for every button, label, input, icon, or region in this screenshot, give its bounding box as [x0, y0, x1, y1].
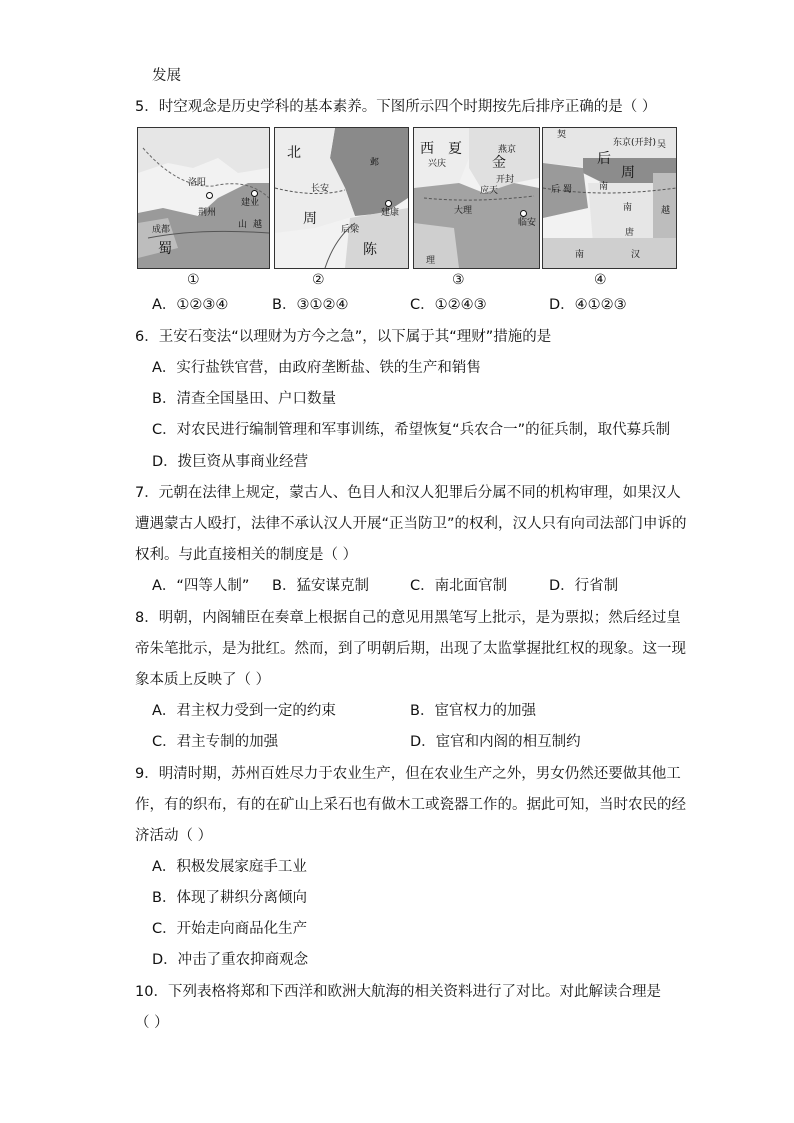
map1-shan: 山: [238, 220, 248, 230]
map1-jianye: 建业: [241, 198, 260, 208]
map1-luoyang: 洛阳: [188, 178, 207, 188]
map1-yue: 越: [253, 220, 263, 230]
map4-qi: 契: [557, 130, 567, 140]
map-1: [137, 127, 270, 269]
map-4-number: ④: [594, 272, 607, 288]
q9-stem-line-1: 9．明清时期，苏州百姓尽力于农业生产，但在农业生产之外，男女仍然还要做其他工: [135, 766, 681, 782]
map1-jianye-dot: [251, 190, 258, 197]
q10-stem-line-2: （ ）: [135, 1015, 169, 1031]
map4-nan2: 南: [623, 203, 633, 213]
map3-li: 理: [426, 256, 436, 266]
map3-xia: 夏: [448, 141, 462, 157]
map1-shu: 蜀: [158, 241, 172, 257]
q9-stem-line-3: 济活动（ ）: [135, 828, 213, 844]
q6-option-c: C．对农民进行编制管理和军事训练，希望恢复“兵农合一”的征兵制，取代募兵制: [152, 422, 671, 438]
map2-changan: 长安: [311, 184, 330, 194]
continuation-text: 发展: [152, 68, 181, 84]
q7-stem-line-2: 遭遇蒙古人殴打，法律不承认汉人开展“正当防卫”的权利，汉人只有向司法部门申诉的: [135, 516, 687, 532]
map2-chen: 陈: [363, 242, 377, 258]
q8-stem-line-3: 象本质上反映了（ ）: [135, 672, 271, 688]
map3-xi: 西: [420, 141, 434, 157]
q5-option-c: C．①②④③: [410, 297, 487, 313]
q9-option-a: A．积极发展家庭手工业: [152, 859, 307, 875]
q5-option-b: B．③①②④: [272, 297, 349, 313]
map4-wu: 吴: [657, 140, 667, 150]
map4-hou: 后: [597, 151, 611, 167]
q7-stem-line-3: 权利。与此直接相关的制度是（ ）: [135, 547, 358, 563]
q7-stem-line-1: 7．元朝在法律上规定，蒙古人、色目人和汉人犯罪后分属不同的机构审理，如果汉人: [135, 485, 681, 501]
map-2: [274, 127, 409, 269]
map2-jiankang-dot: [385, 200, 392, 207]
q8-option-b: B．宦官权力的加强: [410, 703, 536, 719]
q6-option-a: A．实行盐铁官营，由政府垄断盐、铁的生产和销售: [152, 360, 481, 376]
map1-luoyang-dot: [206, 192, 213, 199]
q5-option-a: A．①②③④: [152, 297, 229, 313]
q9-option-c: C．开始走向商品化生产: [152, 921, 308, 937]
q8-option-c: C．君主专制的加强: [152, 734, 279, 750]
q6-option-b: B．清查全国垦田、户口数量: [152, 391, 336, 407]
map3-xingqing: 兴庆: [428, 159, 447, 169]
q9-option-b: B．体现了耕织分离倾向: [152, 890, 307, 906]
q5-map-strip: [137, 127, 677, 267]
q6-stem: 6．王安石变法“以理财为方今之急”，以下属于其“理财”措施的是: [135, 329, 552, 345]
map1-chengdu: 成都: [152, 225, 171, 235]
q9-stem-line-2: 作，有的织布，有的在矿山上采石也有做木工或瓷器工作的。据此可知，当时农民的经: [135, 797, 686, 813]
q6-option-d: D．拨巨资从事商业经营: [152, 454, 309, 470]
map2-houliang: 后梁: [341, 225, 360, 235]
q5-option-d: D．④①②③: [549, 297, 627, 313]
q5-stem: 5．时空观念是历史学科的基本素养。下图所示四个时期按先后排序正确的是（ ）: [135, 99, 657, 115]
map2-ye: 邺: [370, 158, 380, 168]
map4-tang: 唐: [625, 228, 635, 238]
q7-option-b: B．猛安谋克制: [272, 578, 369, 594]
map4-nanhan2: 汉: [631, 250, 641, 260]
q9-option-d: D．冲击了重农抑商观念: [152, 952, 309, 968]
map4-dongjing: 东京(开封): [613, 138, 657, 148]
map3-dali: 大理: [454, 206, 473, 216]
map-4: [542, 127, 677, 269]
q8-option-d: D．宦官和内阁的相互制约: [410, 734, 581, 750]
map2-bei: 北: [287, 145, 301, 161]
map-3: [413, 127, 540, 269]
map3-yingtian: 应天: [480, 186, 499, 196]
map2-jiankang: 建康: [381, 208, 400, 218]
map1-jingzhou: 荆州: [198, 208, 217, 218]
map3-linan-dot: [520, 210, 527, 217]
map-3-number: ③: [452, 272, 465, 288]
map4-yue: 越: [661, 206, 671, 216]
map4-nanhan1: 南: [575, 250, 585, 260]
map4-houshu2: 蜀: [563, 185, 573, 195]
map4-houshu1: 后: [551, 185, 561, 195]
map-1-number: ①: [187, 272, 200, 288]
q7-option-d: D．行省制: [549, 578, 619, 594]
q8-stem-line-2: 帝朱笔批示，是为批红。然而，到了明朝后期，出现了太监掌握批红权的现象。这一现: [135, 641, 686, 657]
map3-linan: 临安: [518, 218, 537, 228]
map2-zhou: 周: [303, 211, 317, 227]
q8-option-a: A．君主权力受到一定的约束: [152, 703, 336, 719]
q10-stem-line-1: 10．下列表格将郑和下西洋和欧洲大航海的相关资料进行了对比。对此解读合理是: [135, 984, 661, 1000]
map3-jin: 金: [492, 155, 506, 171]
map3-yanjing: 燕京: [498, 145, 517, 155]
map3-kaifeng: 开封: [496, 175, 515, 185]
q7-option-a: A．“四等人制”: [152, 578, 250, 594]
map4-zhou: 周: [621, 165, 635, 181]
q7-option-c: C．南北面官制: [410, 578, 508, 594]
map-2-number: ②: [312, 272, 325, 288]
map4-nan1: 南: [599, 182, 609, 192]
q8-stem-line-1: 8．明朝，内阁辅臣在奏章上根据自己的意见用黑笔写上批示，是为票拟；然后经过皇: [135, 610, 681, 626]
